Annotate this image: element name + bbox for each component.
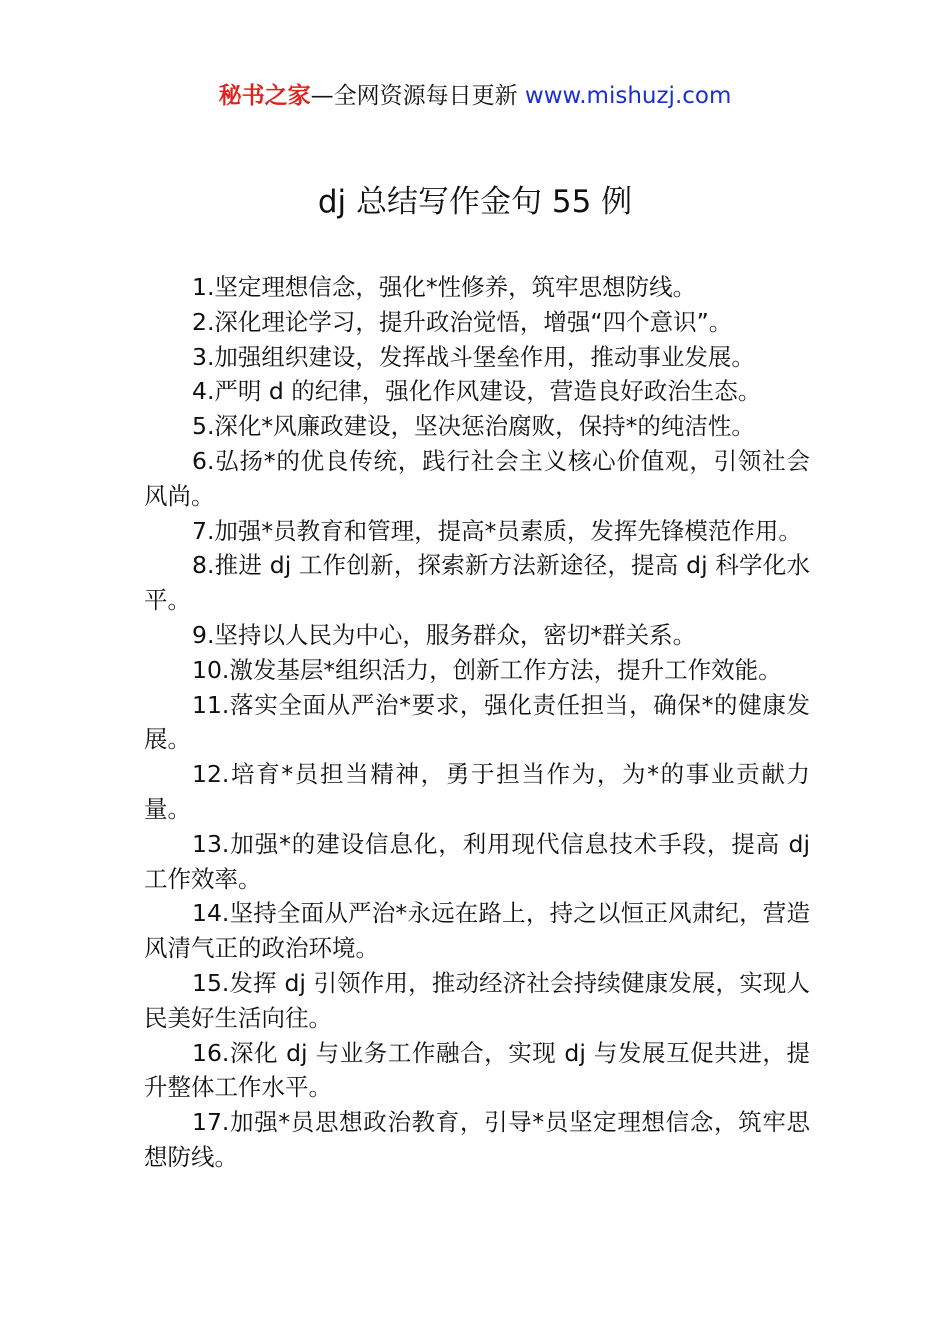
list-item: 5.深化*风廉政建设，坚决惩治腐败，保持*的纯洁性。 — [192, 412, 755, 441]
list-item: 16.深化 dj 与业务工作融合，实现 dj 与发展互促共进，提升整体工作水平。 — [144, 1038, 810, 1102]
header-tagline: —全网资源每日更新 — [310, 83, 525, 109]
list-item: 11.落实全面从严治*要求，强化责任担当，确保*的健康发展。 — [144, 690, 810, 754]
document-body — [144, 270, 810, 1175]
list-item: 4.严明 d 的纪律，强化作风建设，营造良好政治生态。 — [192, 377, 762, 406]
list-item: 6.弘扬*的优良传统，践行社会主义核心价值观，引领社会风尚。 — [144, 446, 810, 510]
list-item: 2.深化理论学习，提升政治觉悟，增强“四个意识”。 — [192, 307, 733, 336]
site-url-link[interactable]: www.mishuzj.com — [524, 83, 732, 109]
list-item: 3.加强组织建设，发挥战斗堡垒作用，推动事业发展。 — [192, 342, 755, 371]
document-title: dj 总结写作金句 55 例 — [317, 184, 633, 220]
list-item: 14.坚持全面从严治*永远在路上，持之以恒正风肃纪，营造风清气正的政治环境。 — [144, 899, 810, 963]
list-item: 9.坚持以人民为中心，服务群众，密切*群关系。 — [192, 620, 697, 649]
list-item: 13.加强*的建设信息化，利用现代信息技术手段，提高 dj 工作效率。 — [144, 829, 810, 893]
list-item: 7.加强*员教育和管理，提高*员素质，发挥先锋模范作用。 — [192, 516, 802, 545]
list-item: 12.培育*员担当精神，勇于担当作为，为*的事业贡献力量。 — [144, 760, 810, 823]
site-header — [0, 80, 950, 112]
list-item: 1.坚定理想信念，强化*性修养，筑牢思想防线。 — [192, 273, 697, 301]
list-item: 10.激发基层*组织活力，创新工作方法，提升工作效能。 — [192, 655, 782, 684]
list-item: 15.发挥 dj 引领作用，推动经济社会持续健康发展，实现人民美好生活向往。 — [144, 968, 810, 1032]
list-item: 8.推进 dj 工作创新，探索新方法新途径，提高 dj 科学化水平。 — [144, 551, 810, 615]
list-item: 17.加强*员思想政治教育，引导*员坚定理想信念，筑牢思想防线。 — [144, 1108, 810, 1171]
brand-name: 秘书之家 — [218, 83, 311, 109]
